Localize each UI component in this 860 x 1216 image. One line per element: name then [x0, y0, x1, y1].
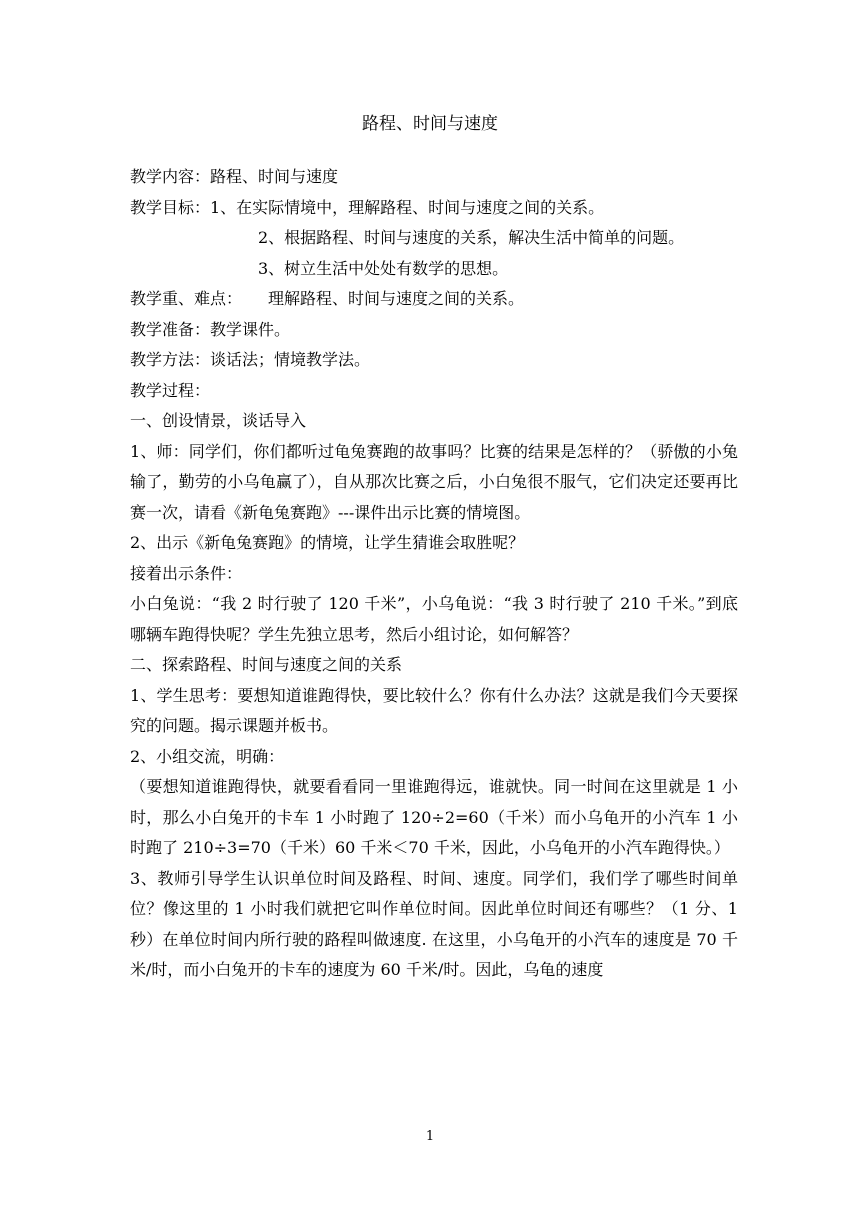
teaching-goal-3: 3、树立生活中处处有数学的思想。: [258, 258, 509, 278]
paragraph-show-situation: 2、出示《新龟兔赛跑》的情境，让学生猜谁会取胜呢？: [130, 533, 525, 552]
document-title: 路程、时间与速度: [362, 114, 498, 134]
teaching-goal-1: 教学目标：1、在实际情境中，理解路程、时间与速度之间的关系。: [130, 197, 605, 217]
paragraph-group-discussion: 2、小组交流，明确：: [130, 746, 285, 766]
teaching-goal-2: 2、根据路程、时间与速度的关系，解决生活中简单的问题。: [258, 228, 685, 247]
page-number: 1: [425, 1129, 435, 1144]
teaching-content: 教学内容：路程、时间与速度: [130, 167, 339, 186]
paragraph-student-thinking: 1、学生思考：要想知道谁跑得快，要比较什么？你有什么办法？这就是我们今天要探究的问题。揭示课题并板书。: [130, 685, 738, 735]
paragraph-calculation: （要想知道谁跑得快，就要看看同一里谁跑得远，谁就快。同一时间在这里就是 1 小时，那么小白兔开的卡车 1 小时跑了 120÷2=60（千米）而小乌龟开的小汽车 1 小时跑了 210÷3=70（千米）60 千米＜70 千米，因此，小乌龟开的小汽车跑得快。）: [130, 777, 738, 857]
paragraph-conditions: 小白兔说：“我 2 时行驶了 120 千米”，小乌龟说：“我 3 时行驶了 210 千米。”到底哪辆车跑得快呢？学生先独立思考，然后小组讨论，如何解答？: [130, 594, 738, 644]
key-points-value: 理解路程、时间与速度之间的关系。: [268, 289, 525, 308]
teaching-process-heading: 教学过程：: [130, 380, 211, 400]
paragraph-conditions-label: 接着出示条件：: [130, 563, 243, 583]
paragraph-story-intro: 1、师：同学们，你们都听过龟兔赛跑的故事吗？比赛的结果是怎样的？（骄傲的小兔输了，勤劳的小乌龟赢了），自从那次比赛之后，小白兔很不服气，它们决定还要再比赛一次，请看《新龟兔赛跑》---课件出示比赛的情境图。: [130, 441, 738, 522]
section-heading-1: 一、创设情景，谈话导入: [130, 411, 307, 430]
teaching-method: 教学方法：谈话法；情境教学法。: [130, 350, 371, 369]
teaching-preparation: 教学准备：教学课件。: [130, 319, 291, 339]
teaching-key-points: [130, 284, 738, 315]
section-heading-2: 二、探索路程、时间与速度之间的关系: [130, 655, 403, 674]
key-points-label: 教学重、难点：: [130, 289, 243, 308]
document-body: [130, 162, 738, 986]
paragraph-unit-time: 3、教师引导学生认识单位时间及路程、时间、速度。同学们，我们学了哪些时间单位？像这里的 1 小时我们就把它叫作单位时间。因此单位时间还有哪些？（1 分、1 秒）在单位时间内所行驶的路程叫做速度. 在这里，小乌龟开的小汽车的速度是 70 千米/时，而小白兔开的卡车的速度为 60 千米/时。因此，乌龟的速度: [130, 868, 738, 979]
